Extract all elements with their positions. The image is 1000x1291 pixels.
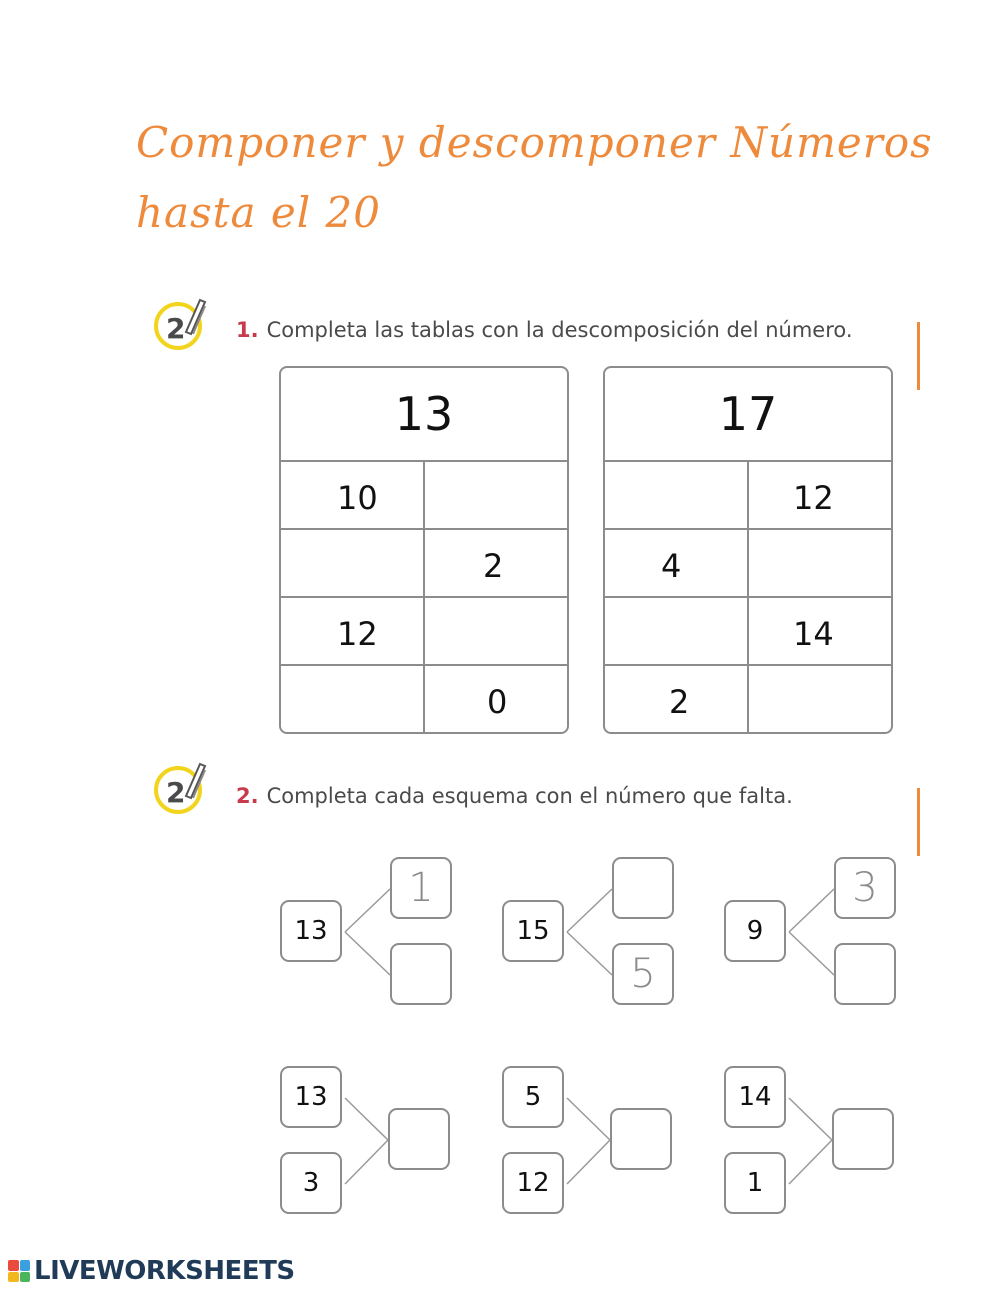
exercise1-instruction-text: Completa las tablas con la descomposición del número. [266,318,853,342]
table-cell[interactable]: 12 [793,479,834,517]
table-cell[interactable]: 0 [487,683,508,721]
scheme-result-box[interactable] [610,1108,672,1170]
table-cell[interactable] [425,598,567,664]
table-cell[interactable] [605,462,749,528]
table-header: 13 [281,368,567,462]
table-row [281,462,567,530]
table-cell[interactable]: 2 [605,666,749,732]
pencil-badge-icon [152,294,208,350]
table-cell[interactable] [425,462,567,528]
table-row [281,666,567,732]
scheme-addend-box: 5 [502,1066,564,1128]
table-cell[interactable]: 14 [793,615,834,653]
page-edge-marker [917,788,920,856]
page-title-line2: hasta el 20 [136,188,381,237]
scheme-whole-box: 15 [502,900,564,962]
table-row [605,666,891,732]
table-cell[interactable]: 12 [281,598,425,664]
table-cell[interactable] [749,530,891,596]
decomposition-table-17 [603,366,893,734]
pencil-badge-icon [152,758,208,814]
badge-number: 2 [166,776,186,809]
scheme-part-box[interactable]: 5 [612,943,674,1005]
exercise1-instruction [236,318,853,342]
exercise2-instruction-text: Completa cada esquema con el número que falta. [266,784,793,808]
scheme-addend-box: 14 [724,1066,786,1128]
scheme-result-box[interactable] [832,1108,894,1170]
table-header: 17 [605,368,891,462]
page-edge-marker [917,322,920,390]
scheme-addend-box: 3 [280,1152,342,1214]
scheme-part-box[interactable]: 3 [834,857,896,919]
exercise2-number: 2. [236,784,259,808]
table-cell[interactable]: 10 [281,462,425,528]
table-cell[interactable] [605,598,749,664]
table-row [605,530,891,598]
scheme-addend-box: 1 [724,1152,786,1214]
decomposition-table-13 [279,366,569,734]
page-title-line1: Componer y descomponer Números [136,118,933,167]
exercise1-number: 1. [236,318,259,342]
table-row [605,462,891,530]
table-row [605,598,891,666]
scheme-whole-box: 9 [724,900,786,962]
scheme-whole-box: 13 [280,900,342,962]
liveworksheets-logo[interactable] [8,1256,295,1286]
table-cell[interactable] [281,666,425,732]
scheme-part-box[interactable] [612,857,674,919]
table-cell[interactable] [749,666,891,732]
scheme-addend-box: 13 [280,1066,342,1128]
badge-number: 2 [166,312,186,345]
table-row [281,530,567,598]
scheme-part-box[interactable]: 1 [390,857,452,919]
exercise2-instruction [236,784,793,808]
table-cell[interactable]: 4 [605,530,749,596]
table-row [281,598,567,666]
scheme-addend-box: 12 [502,1152,564,1214]
scheme-part-box[interactable] [834,943,896,1005]
brand-text: LIVEWORKSHEETS [34,1256,295,1286]
liveworksheets-icon [8,1260,30,1282]
table-cell[interactable] [281,530,425,596]
table-cell[interactable]: 2 [483,547,504,585]
scheme-part-box[interactable] [390,943,452,1005]
scheme-result-box[interactable] [388,1108,450,1170]
